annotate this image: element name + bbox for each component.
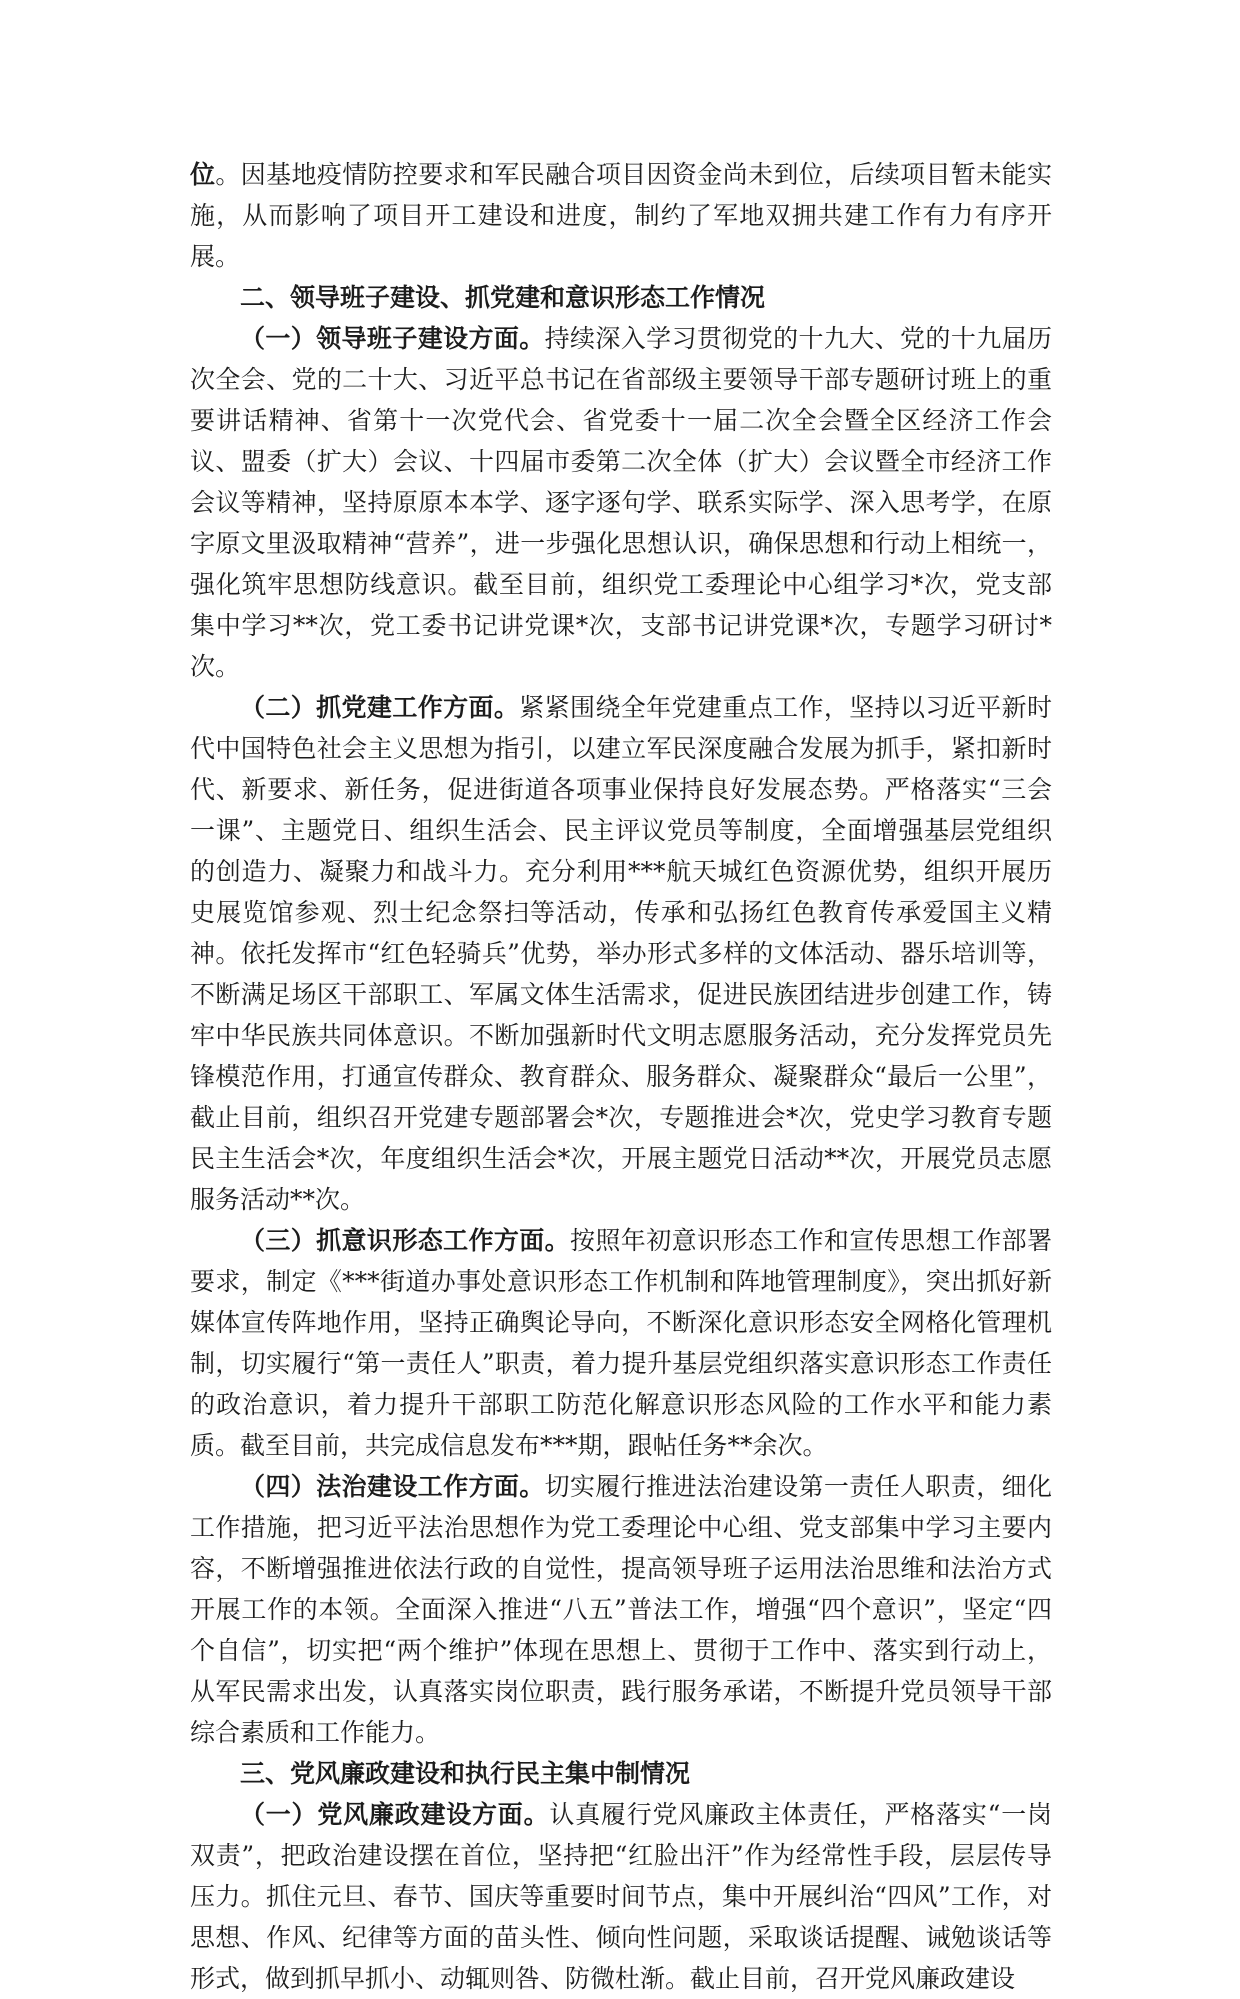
item-text: 持续深入学习贯彻党的十九大、党的十九届历次全会、党的二十大、习近平总书记在省部级主要领导干部专题研讨班上的重要讲话精神、省第十一次党代会、省党委十一届二次全会暨全区经济工作会议、盟委（扩大）会议、十四届市委第二次全体（扩大）会议暨全市经济工作会议等精神，坚持原原本本学、逐字逐句学、联系实际学、深入思考学，在原字原文里汲取精神“营养”，进一步强化思想认识，确保思想和行动上相统一，强化筑牢思想防线意识。截至目前，组织党工委理论中心组学习*次，党支部集中学习**次，党工委书记讲党课*次，支部书记讲党课*次，专题学习研讨*次。 xyxy=(190,324,1052,681)
item-text: 认真履行党风廉政主体责任，严格落实“一岗双责”，把政治建设摆在首位，坚持把“红脸出汗”作为经常性手段，层层传导压力。抓住元旦、春节、国庆等重要时间节点，集中开展纠治“四风”工作，对思想、作风、纪律等方面的苗头性、倾向性问题，采取谈话提醒、诫勉谈话等形式，做到抓早抓小、动辄则咎、防微杜渐。截止目前，召开党风廉政建设 xyxy=(190,1800,1052,1993)
section-2-item-3 xyxy=(190,1220,1052,1466)
section-3-item-1 xyxy=(190,1794,1052,1999)
item-lead: （四）法治建设工作方面。 xyxy=(240,1472,545,1501)
item-text: 切实履行推进法治建设第一责任人职责，细化工作措施，把习近平法治思想作为党工委理论中心组、党支部集中学习主要内容，不断增强推进依法行政的自觉性，提高领导班子运用法治思维和法治方式开展工作的本领。全面深入推进“八五”普法工作，增强“四个意识”，坚定“四个自信”，切实把“两个维护”体现在思想上、贯彻于工作中、落实到行动上，从军民需求出发，认真落实岗位职责，践行服务承诺，不断提升党员领导干部综合素质和工作能力。 xyxy=(190,1472,1052,1747)
document-page xyxy=(190,154,1052,1999)
item-text: 紧紧围绕全年党建重点工作，坚持以习近平新时代中国特色社会主义思想为指引，以建立军民深度融合发展为抓手，紧扣新时代、新要求、新任务，促进街道各项事业保持良好发展态势。严格落实“三会一课”、主题党日、组织生活会、民主评议党员等制度，全面增强基层党组织的创造力、凝聚力和战斗力。充分利用***航天城红色资源优势，组织开展历史展览馆参观、烈士纪念祭扫等活动，传承和弘扬红色教育传承爱国主义精神。依托发挥市“红色轻骑兵”优势，举办形式多样的文体活动、器乐培训等，不断满足场区干部职工、军属文体生活需求，促进民族团结进步创建工作，铸牢中华民族共同体意识。不断加强新时代文明志愿服务活动，充分发挥党员先锋模范作用，打通宣传群众、教育群众、服务群众、凝聚群众“最后一公里”，截止目前，组织召开党建专题部署会*次，专题推进会*次，党史学习教育专题民主生活会*次，年度组织生活会*次，开展主题党日活动**次，开展党员志愿服务活动**次。 xyxy=(190,693,1052,1214)
intro-paragraph xyxy=(190,154,1052,277)
section-2-item-2 xyxy=(190,687,1052,1220)
section-3-heading: 三、党风廉政建设和执行民主集中制情况 xyxy=(240,1759,691,1788)
section-2-item-1 xyxy=(190,318,1052,687)
section-2-heading: 二、领导班子建设、抓党建和意识形态工作情况 xyxy=(240,283,766,312)
intro-lead: 位 xyxy=(190,160,216,189)
item-text: 按照年初意识形态工作和宣传思想工作部署要求，制定《***街道办事处意识形态工作机制和阵地管理制度》，突出抓好新媒体宣传阵地作用，坚持正确舆论导向，不断深化意识形态安全网格化管理机制，切实履行“第一责任人”职责，着力提升基层党组织落实意识形态工作责任的政治意识，着力提升干部职工防范化解意识形态风险的工作水平和能力素质。截至目前，共完成信息发布***期，跟帖任务**余次。 xyxy=(190,1226,1052,1460)
item-lead: （一）党风廉政建设方面。 xyxy=(240,1800,550,1829)
item-lead: （三）抓意识形态工作方面。 xyxy=(240,1226,571,1255)
item-lead: （二）抓党建工作方面。 xyxy=(240,693,520,722)
intro-text: 。因基地疫情防控要求和军民融合项目因资金尚未到位，后续项目暂未能实施，从而影响了项目开工建设和进度，制约了军地双拥共建工作有力有序开展。 xyxy=(190,160,1052,271)
item-lead: （一）领导班子建设方面。 xyxy=(240,324,545,353)
section-2-item-4 xyxy=(190,1466,1052,1753)
